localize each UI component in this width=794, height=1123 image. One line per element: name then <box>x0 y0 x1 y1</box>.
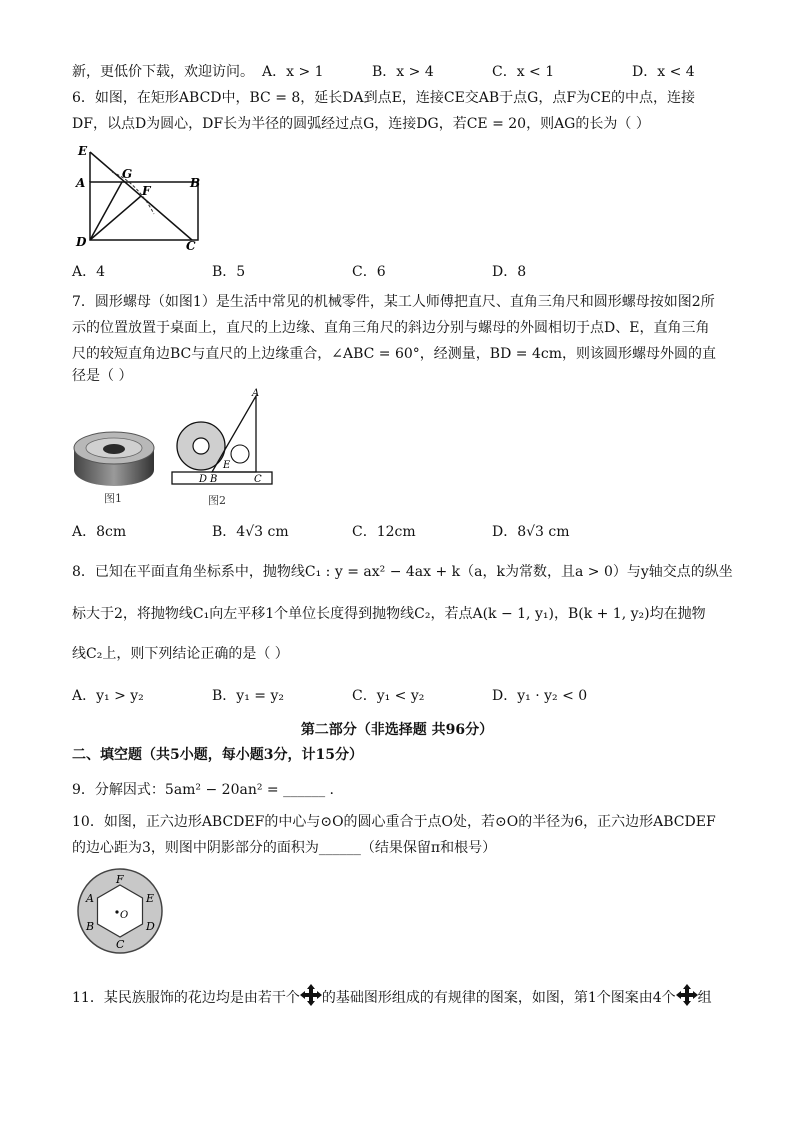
q7-line4: 径是（ ） <box>72 368 133 384</box>
q7-line1: 7．圆形螺母（如图1）是生活中常见的机械零件，某工人师傅把直尺、直角三角尺和圆形螺母按如图2所 <box>72 294 715 310</box>
label-o: O <box>120 910 129 921</box>
label-d: D <box>146 920 155 933</box>
segment-df <box>90 196 141 240</box>
fig2-label-a: A <box>252 388 260 399</box>
choice-c: C．12cm <box>352 524 416 540</box>
label-b: B <box>86 920 95 933</box>
q6-line1: 6．如图，在矩形ABCD中，BC = 8，延长DA到点E，连接CE交AB于点G，点F为CE的中点，连接 <box>72 90 696 106</box>
part2-title: 第二部分（非选择题 共96分） <box>300 722 494 738</box>
q11-text <box>72 984 712 1008</box>
q8-choices <box>72 686 732 706</box>
label-b: B <box>190 176 201 190</box>
q9-text: 9．分解因式：5am² − 20an² = ______ . <box>72 782 335 798</box>
label-c: C <box>186 239 196 253</box>
q7-choices <box>72 522 732 542</box>
nut-hole <box>103 444 125 454</box>
center-point <box>115 910 118 913</box>
q10-figure <box>76 866 166 956</box>
choice-b: B．5 <box>212 264 246 280</box>
q10-line1: 10．如图，正六边形ABCDEF的中心与⊙O的圆心重合于点O处，若⊙O的半径为6，正六边形ABCDEF <box>72 814 716 830</box>
choice-b: B．y₁ = y₂ <box>212 688 284 704</box>
choice-c: C．6 <box>352 264 386 280</box>
q10-line2: 的边心距为3，则图中阴影部分的面积为______（结果保留π和根号） <box>72 840 497 856</box>
fig2-label-d: D <box>199 474 208 485</box>
q11-part1: 11．某民族服饰的花边均是由若干个 <box>72 990 300 1006</box>
fig2-caption: 图2 <box>208 494 226 507</box>
q7-figure2 <box>170 384 280 512</box>
intro-text: 新，更低价下载，欢迎访问。 <box>72 64 254 80</box>
label-e: E <box>146 892 155 905</box>
q11-part2: 的基础图形组成的有规律的图案，如图，第1个图案由4个 <box>321 990 676 1006</box>
label-c: C <box>116 938 125 951</box>
q6-figure <box>72 142 204 254</box>
choice-d: D．y₁ · y₂ < 0 <box>492 688 588 704</box>
q8-line1: 8．已知在平面直角坐标系中，抛物线C₁ : y = ax² − 4ax + k（a，k为常数，且a > 0）与y轴交点的纵坐 <box>72 564 733 580</box>
cross-arrow-icon <box>676 984 698 1006</box>
q8-line3: 线C₂上，则下列结论正确的是（ ） <box>72 646 289 662</box>
q11-part3: 组 <box>697 990 712 1006</box>
choice-a: A．4 <box>72 264 106 280</box>
section-heading: 二、填空题（共5小题，每小题3分，计15分） <box>72 747 363 763</box>
fig1-caption: 图1 <box>104 492 122 505</box>
choice-a: A．y₁ > y₂ <box>72 688 144 704</box>
label-g: G <box>122 167 133 181</box>
choice-a: A．8cm <box>72 524 127 540</box>
label-a: A <box>76 176 86 190</box>
fig2-label-e: E <box>223 460 231 471</box>
choice-b: B．4√3 cm <box>212 524 289 540</box>
q7-line2: 示的位置放置于桌面上，直尺的上边缘、直角三角尺的斜边分别与螺母的外圆相切于点D、E，直角三角 <box>72 320 710 336</box>
label-a: A <box>86 892 94 905</box>
label-d: D <box>76 235 87 249</box>
q8-line2: 标大于2，将抛物线C₁向左平移1个单位长度得到抛物线C₂，若点A(k − 1, y₁)，B(k + 1, y₂)均在抛物 <box>72 606 706 622</box>
choice-d: D．8 <box>492 264 527 280</box>
q7-line3: 尺的较短直角边BC与直尺的上边缘重合，∠ABC = 60°，经测量，BD = 4cm，则该圆形螺母外圆的直 <box>72 346 716 362</box>
segment-dg <box>90 182 122 240</box>
label-e: E <box>78 144 88 158</box>
fig2-label-c: C <box>254 474 262 485</box>
label-f: F <box>116 873 124 886</box>
choice-a: A．x > 1 <box>262 64 324 80</box>
intro-choices <box>262 62 742 82</box>
set-square-hole <box>231 445 249 463</box>
choice-c: C．y₁ < y₂ <box>352 688 425 704</box>
choice-b: B．x > 4 <box>372 64 434 80</box>
choice-d: D．x < 4 <box>632 64 695 80</box>
q7-figure1-nut <box>70 418 158 508</box>
nut-inner-circle <box>193 438 209 454</box>
q6-choices <box>72 262 732 282</box>
q6-line2: DF，以点D为圆心，DF长为半径的圆弧经过点G，连接DG，若CE = 20，则AG的长为（ ） <box>72 116 650 132</box>
label-f: F <box>142 184 151 198</box>
choice-d: D．8√3 cm <box>492 524 570 540</box>
cross-arrow-icon <box>300 984 322 1006</box>
fig2-label-b: B <box>210 474 218 485</box>
choice-c: C．x < 1 <box>492 64 555 80</box>
